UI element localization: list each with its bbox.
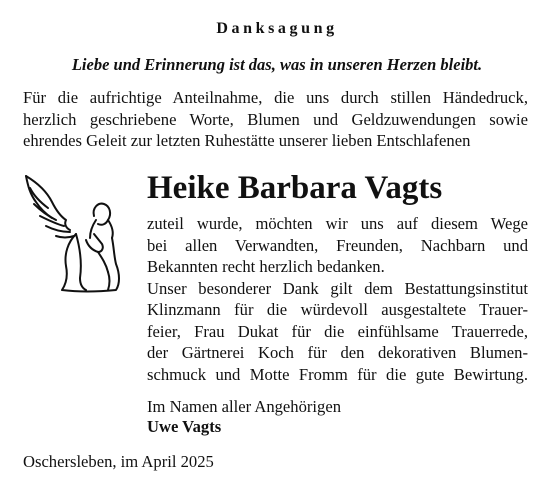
body-line: bei allen Verwandten, Freunden, Nachbarn und [147, 235, 528, 255]
intro-line: Für die aufrichtige Anteilnahme, die uns durch stillen Händedruck, [23, 88, 528, 107]
body-line: Bekannten recht herzlich bedanken. [147, 257, 385, 276]
body-line: feier, Frau Dukat für die einfühlsame Trauerrede, [147, 321, 528, 341]
praying-angel-icon [22, 168, 134, 295]
body-line: Unser besonderer Dank gilt dem Bestattungsinstitut [147, 278, 528, 298]
intro-paragraph [23, 87, 528, 152]
intro-line: herzlich geschriebene Worte, Blumen und Geldzuwendungen sowie [23, 109, 528, 129]
thanks-paragraph [147, 213, 528, 385]
deceased-name: Heike Barbara Vagts [147, 170, 443, 206]
place-date: Oschersleben, im April 2025 [23, 452, 214, 471]
notice-motto: Liebe und Erinnerung ist das, was in unseren Herzen bleibt. [71, 55, 483, 74]
body-line: der Gärtnerei Koch für den dekorativen Blumen- [147, 343, 528, 362]
signature-name: Uwe Vagts [147, 417, 222, 436]
intro-line: ehrendes Geleit zur letzten Ruhestätte unserer lieben Entschlafenen [23, 131, 471, 150]
body-line: schmuck und Motte Fromm für die gute Bewirtung. [147, 364, 528, 384]
body-line: zuteil wurde, möchten wir uns auf diesem Wege [147, 214, 528, 233]
body-line: Klinzmann für die würdevoll ausgestaltete Trauer- [147, 300, 528, 319]
notice-heading: Danksagung [216, 20, 338, 37]
signature-intro: Im Namen aller Angehörigen [147, 397, 341, 416]
